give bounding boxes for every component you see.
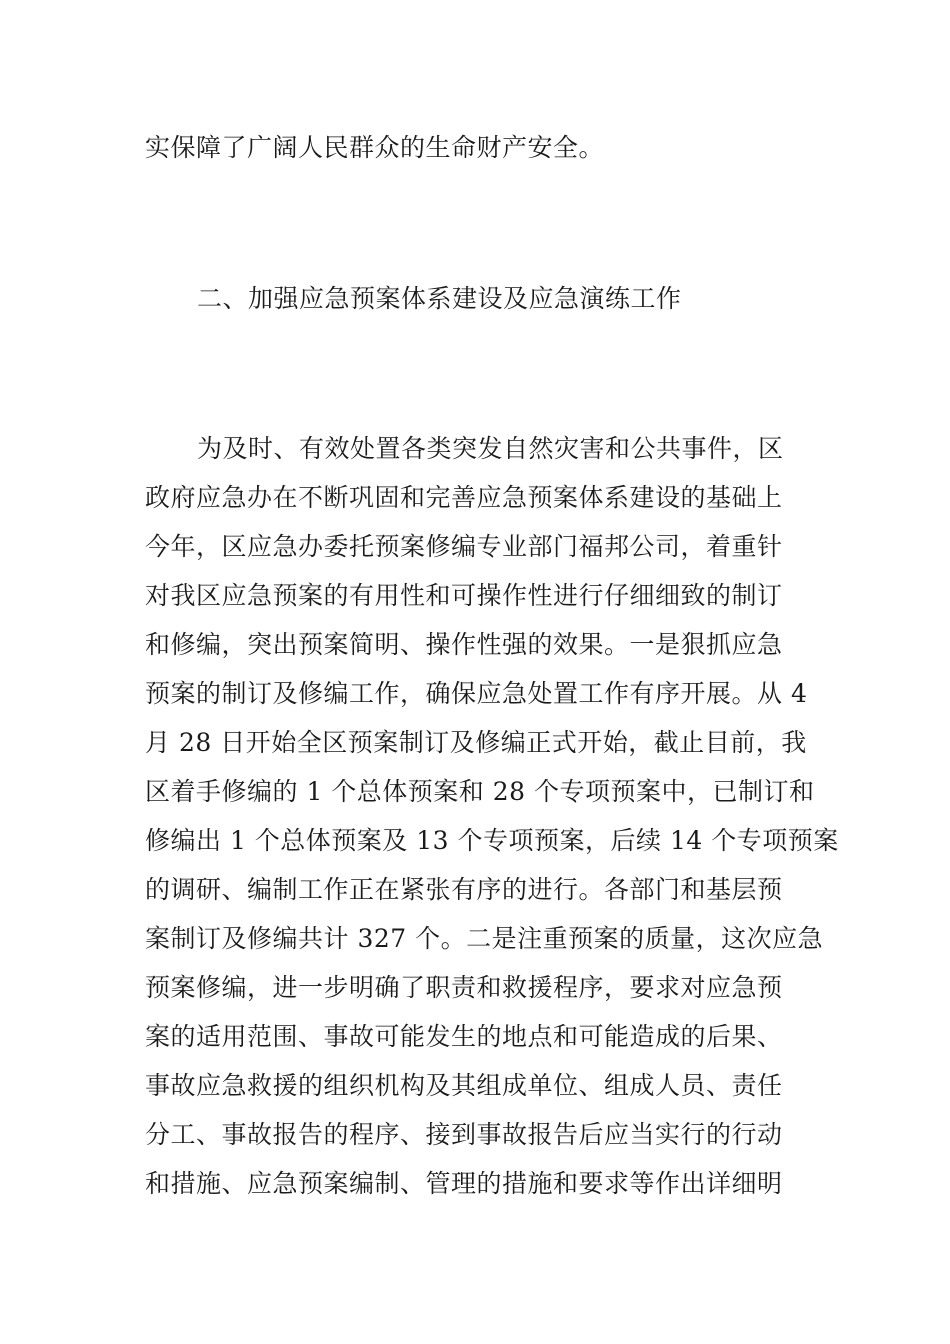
paragraph-line: 修编出 1 个总体预案及 13 个专项预案，后续 14 个专项预案 xyxy=(145,826,839,855)
paragraph-line: 为及时、有效处置各类突发自然灾害和公共事件，区 xyxy=(197,434,784,463)
paragraph-line: 和措施、应急预案编制、管理的措施和要求等作出详细明 xyxy=(145,1169,783,1198)
section-heading xyxy=(145,274,810,323)
paragraph-line: 对我区应急预案的有用性和可操作性进行仔细细致的制订 xyxy=(145,581,783,610)
paragraph-line: 事故应急救援的组织机构及其组成单位、组成人员、责任 xyxy=(145,1071,783,1100)
paragraph-line: 和修编，突出预案简明、操作性强的效果。一是狠抓应急 xyxy=(145,630,783,659)
paragraph-line: 月 28 日开始全区预案制订及修编正式开始，截止目前，我 xyxy=(145,728,807,757)
paragraph-line: 今年，区应急办委托预案修编专业部门福邦公司，着重针 xyxy=(145,532,783,561)
body-paragraph xyxy=(145,424,839,1208)
paragraph-line: 区着手修编的 1 个总体预案和 28 个专项预案中，已制订和 xyxy=(145,777,815,806)
paragraph-line: 分工、事故报告的程序、接到事故报告后应当实行的行动 xyxy=(145,1120,783,1149)
section-heading-text: 二、加强应急预案体系建设及应急演练工作 xyxy=(197,284,682,313)
paragraph-line: 的调研、编制工作正在紧张有序的进行。各部门和基层预 xyxy=(145,875,783,904)
paragraph-line: 预案的制订及修编工作，确保应急处置工作有序开展。从 4 xyxy=(145,679,808,708)
paragraph-line: 政府应急办在不断巩固和完善应急预案体系建设的基础上 xyxy=(145,483,783,512)
paragraph-line: 预案修编，进一步明确了职责和救援程序，要求对应急预 xyxy=(145,973,783,1002)
paragraph-line: 实保障了广阔人民群众的生命财产安全。 xyxy=(145,133,605,162)
paragraph-line: 案的适用范围、事故可能发生的地点和可能造成的后果、 xyxy=(145,1022,783,1051)
paragraph-line: 案制订及修编共计 327 个。二是注重预案的质量，这次应急 xyxy=(145,924,824,953)
paragraph-continuation xyxy=(145,123,810,172)
